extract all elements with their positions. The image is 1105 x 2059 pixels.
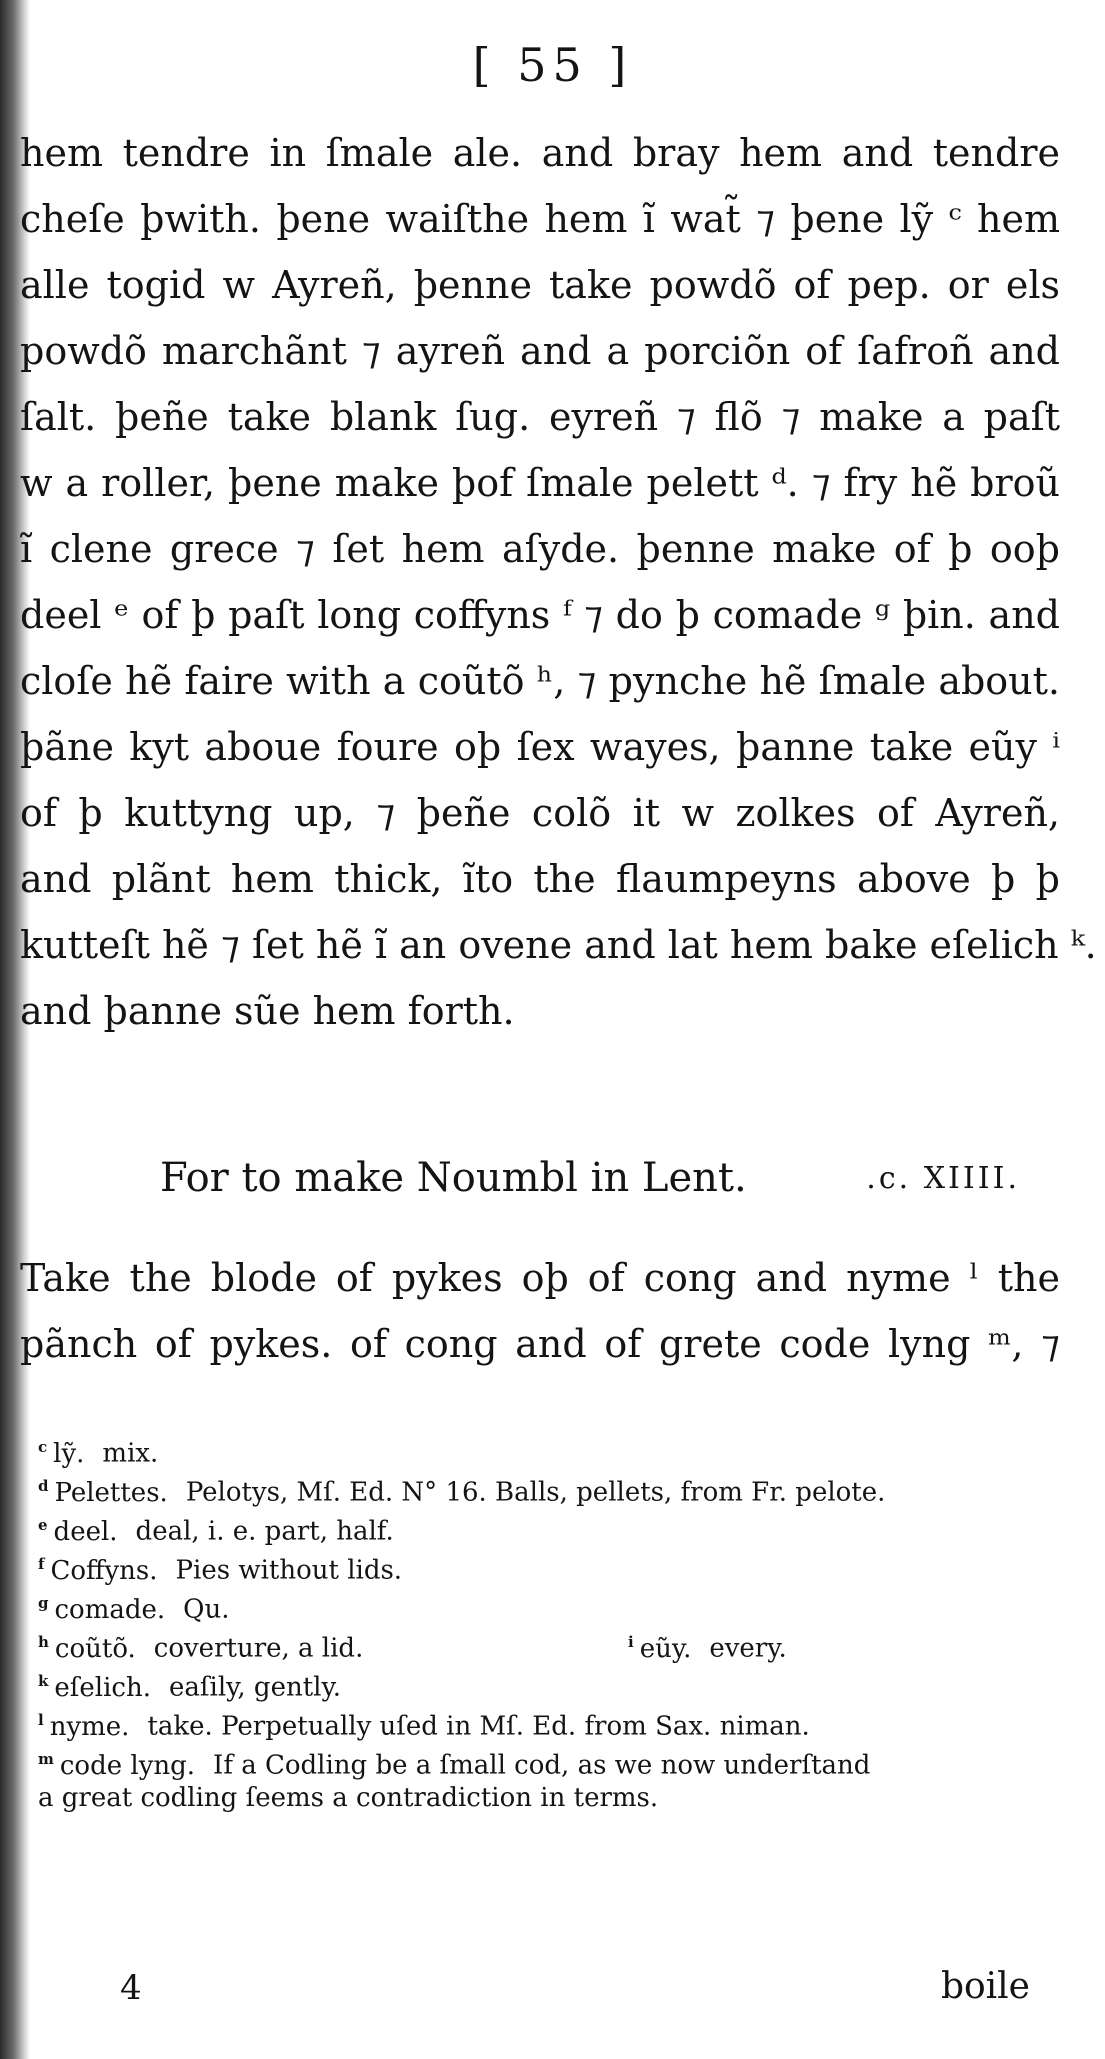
footnote-text: eaſily, gently. xyxy=(169,1672,341,1703)
footnote-mark: k xyxy=(38,1672,49,1690)
footnote-mark: g xyxy=(38,1594,49,1612)
text-line: of þ kuttyng up, ⁊ þeñe colõ it w zolkes of Ayreñ, xyxy=(20,791,1060,835)
footnote-text: Pies without lids. xyxy=(175,1555,403,1586)
footnote-mark: f xyxy=(38,1555,45,1573)
footnote xyxy=(38,1506,1058,1545)
text-line: kutteſt hẽ ⁊ ſet hẽ ĩ an ovene and lat hem bake eſelich ᵏ. xyxy=(20,923,1097,967)
footnote-term: Pelettes. xyxy=(54,1477,168,1508)
recipe-body-text xyxy=(20,120,1097,1044)
footnote-term: Coffyns. xyxy=(50,1555,158,1586)
text-line: þãne kyt aboue foure oþ ſex wayes, þanne take eũy ⁱ xyxy=(20,725,1060,769)
footnote xyxy=(38,1428,1058,1467)
footnote-term: code lyng. xyxy=(59,1750,196,1781)
footnote-mark: l xyxy=(38,1711,44,1729)
footnote-mark: h xyxy=(38,1633,49,1651)
text-line: alle togid w Ayreñ, þenne take powdõ of pep. or els xyxy=(20,263,1060,307)
footnote-mark: d xyxy=(38,1477,49,1495)
catchword: boile xyxy=(940,1966,1030,2007)
footnote-term: deel. xyxy=(53,1516,118,1547)
footnote-text: take. Perpetually uſed in Mſ. Ed. from Sax. niman. xyxy=(147,1711,810,1742)
signature-mark: 4 xyxy=(120,1968,142,2008)
text-line: deel ᵉ of þ paſt long coffyns ᶠ ⁊ do þ comade ᵍ þin. and xyxy=(20,593,1060,637)
footnote xyxy=(38,1467,1058,1506)
footnote xyxy=(38,1740,1058,1779)
text-line: Take the blode of pykes oþ of cong and nyme ˡ the xyxy=(20,1256,1060,1300)
footnote-term: eſelich. xyxy=(54,1672,152,1703)
footnote-text: every. xyxy=(709,1633,787,1664)
footnote-text: Qu. xyxy=(183,1594,230,1625)
recipe-heading xyxy=(160,1155,1020,1201)
text-line: cloſe hẽ faire with a coũtõ ʰ, ⁊ pynche hẽ ſmale about. xyxy=(20,659,1060,703)
footnote-term: nyme. xyxy=(49,1711,130,1742)
text-line: cheſe þwith. þene waiſthe hem ĩ wat̃ ⁊ þene lỹ ᶜ hem xyxy=(20,197,1060,241)
footnote xyxy=(38,1584,1058,1623)
footnote-term: eũy. xyxy=(639,1633,692,1664)
footnote-term: comade. xyxy=(54,1594,166,1625)
footnote-continuation xyxy=(38,1779,1058,1818)
recipe-text xyxy=(20,1245,1060,1377)
footnote-term: lỹ. xyxy=(53,1438,85,1469)
footnote xyxy=(38,1701,1058,1740)
text-line: pãnch of pykes. of cong and of grete code lyng ᵐ, ⁊ xyxy=(20,1322,1060,1366)
footnote-text: coverture, a lid. xyxy=(153,1633,364,1664)
text-line: w a roller, þene make þof ſmale pelett ᵈ. ⁊ fry hẽ broũ xyxy=(20,461,1060,505)
footnote-text: If a Codling be a ſmall cod, as we now underſtand xyxy=(213,1750,871,1781)
footnote-mark: e xyxy=(38,1516,48,1534)
footnote-mark: i xyxy=(628,1633,634,1651)
text-line: powdõ marchãnt ⁊ ayreñ and a porciõn of ſafroñ and xyxy=(20,329,1060,373)
page-number: [ 55 ] xyxy=(472,38,633,92)
text-line: hem tendre in ſmale ale. and bray hem and tendre xyxy=(20,131,1060,175)
footnote-text: deal, i. e. part, half. xyxy=(135,1516,394,1547)
chapter-number: .c. XIIII. xyxy=(866,1161,1020,1196)
footnote-inline xyxy=(628,1623,787,1669)
footnote-text: Pelotys, Mſ. Ed. N° 16. Balls, pellets, from Fr. pelote. xyxy=(185,1477,886,1508)
text-line: and þanne sũe hem forth. xyxy=(20,989,515,1033)
text-line: ĩ clene grece ⁊ ſet hem aſyde. þenne make of þ ooþ xyxy=(20,527,1060,571)
footnote-mark: m xyxy=(38,1750,54,1768)
footnote-term: coũtõ. xyxy=(54,1633,136,1664)
footnotes xyxy=(38,1428,1058,1818)
footnote-mark: c xyxy=(38,1438,48,1456)
footnote xyxy=(38,1623,1058,1662)
footnote xyxy=(38,1545,1058,1584)
footnote-text: mix. xyxy=(102,1438,159,1469)
text-line: ſalt. þeñe take blank ſug. eyreñ ⁊ flõ ⁊ make a paſt xyxy=(20,395,1060,439)
recipe-title: For to make Noumbl in Lent. xyxy=(160,1155,747,1201)
text-line: and plãnt hem thick, ĩto the flaumpeyns above þ þ xyxy=(20,857,1060,901)
footnote-text: a great codling ſeems a contradiction in terms. xyxy=(38,1783,659,1813)
footnote xyxy=(38,1662,1058,1701)
